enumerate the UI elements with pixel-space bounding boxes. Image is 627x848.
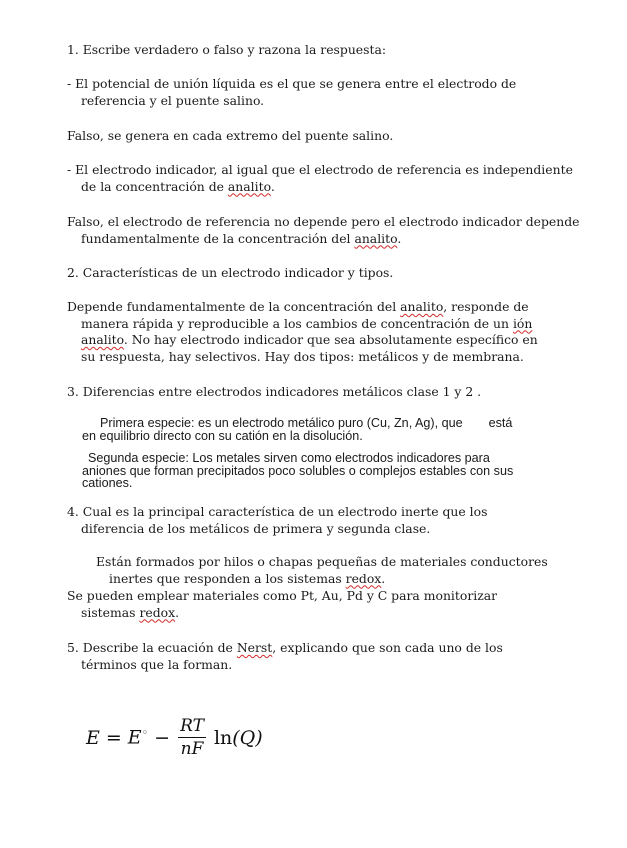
q5-title-text: 5. Describe la ecuación de bbox=[67, 640, 237, 655]
spellcheck-word[interactable]: redox bbox=[139, 604, 176, 620]
q4-answer-end: . bbox=[175, 604, 180, 620]
q1b-statement-text: - El electrodo indicador, al igual que el electrodo de referencia es independiente de la concentración de bbox=[67, 162, 573, 194]
q3-second-text: aniones que forman precipitados poco solubles o complejos estables con sus bbox=[82, 463, 514, 478]
q3-first-line-2 bbox=[82, 430, 542, 443]
q4-answer-line-2 bbox=[96, 571, 566, 588]
spellcheck-word[interactable]: analito bbox=[81, 332, 124, 348]
fraction-numerator: RT bbox=[180, 716, 204, 736]
spellcheck-word[interactable]: Nerst bbox=[236, 640, 273, 655]
question-2-answer bbox=[67, 299, 551, 365]
equation-log bbox=[214, 727, 263, 749]
spellcheck-word[interactable]: ión bbox=[512, 315, 533, 331]
equation-e0-symbol: E bbox=[127, 726, 142, 749]
q1a-answer-text: Falso, se genera en cada extremo del puente salino. bbox=[67, 128, 394, 143]
q1b-answer-end: . bbox=[397, 230, 402, 246]
equation-fraction bbox=[178, 716, 206, 759]
nernst-equation bbox=[86, 716, 263, 759]
question-1-title bbox=[67, 42, 567, 59]
question-2-title bbox=[67, 265, 567, 282]
question-3-title bbox=[67, 384, 567, 401]
question-4-answer-extra bbox=[67, 588, 521, 621]
q2-answer-text: Depende fundamentalmente de la concentración del bbox=[67, 299, 401, 314]
q4-answer-text: Están formados por hilos o chapas pequeñas de materiales conductores bbox=[96, 554, 548, 569]
equation-e0 bbox=[128, 726, 148, 748]
q4-answer-end: . bbox=[381, 570, 386, 586]
q2-title-text: 2. Características de un electrodo indicador y tipos. bbox=[67, 265, 394, 280]
q3-second-text: cationes. bbox=[82, 476, 133, 491]
question-3-answer-first bbox=[82, 417, 542, 442]
q1b-answer-text: Falso, el electrodo de referencia no depende pero el electrodo indicador depende fundamentalmente de la concentración del bbox=[67, 214, 580, 246]
spellcheck-word[interactable]: analito bbox=[400, 299, 444, 314]
q2-answer-text: , responde de manera rápida y reproducible a los cambios de concentración de un bbox=[81, 299, 529, 331]
q3-second-text: Segunda especie: Los metales sirven como electrodos indicadores para bbox=[88, 451, 490, 465]
q3-second-line-3 bbox=[82, 477, 552, 490]
question-4-title bbox=[67, 504, 531, 537]
spellcheck-word[interactable]: analito bbox=[354, 230, 398, 246]
question-1a-answer bbox=[67, 128, 567, 145]
equation-lhs: E bbox=[86, 726, 100, 749]
q4-title-text: 4. Cual es la principal característica de un electrodo inerte que los diferencia de los metálicos de primera y segunda clase. bbox=[67, 504, 488, 536]
q1a-statement-text: - El potencial de unión líquida es el que se genera entre el electrodo de referencia y el puente salino. bbox=[67, 76, 517, 108]
equation-ln: ln bbox=[213, 726, 233, 749]
equation-e0-superscript: ◦ bbox=[141, 726, 149, 740]
q3-first-text: Primera especie: es un electrodo metálico puro (Cu, Zn, Ag), que bbox=[100, 416, 463, 430]
q4-answer-text: Se pueden emplear materiales como Pt, Au, Pd y C para monitorizar sistemas bbox=[67, 588, 498, 620]
q2-answer-text: . No hay electrodo indicador que sea absolutamente específico en su respuesta, hay selectivos. Hay dos tipos: metálicos y de membrana. bbox=[81, 332, 538, 364]
question-1b-answer bbox=[67, 214, 581, 247]
question-1a-statement bbox=[67, 76, 581, 109]
equation-minus: − bbox=[154, 726, 171, 749]
question-5-title bbox=[67, 640, 521, 673]
q5-title-text: , explicando que son cada uno de los términos que la forman. bbox=[81, 640, 503, 672]
question-1b-statement bbox=[67, 162, 581, 195]
q3-first-text: en equilibrio directo con su catión en la disolución. bbox=[82, 428, 363, 443]
q1-title-text: 1. Escribe verdadero o falso y razona la respuesta: bbox=[67, 42, 387, 57]
spellcheck-word[interactable]: redox bbox=[345, 570, 382, 586]
spellcheck-word[interactable]: analito bbox=[227, 178, 271, 194]
question-4-answer bbox=[96, 554, 566, 587]
q3-title-text: 3. Diferencias entre electrodos indicadores metálicos clase 1 y 2 . bbox=[67, 384, 482, 399]
q3-second-line-2 bbox=[82, 465, 552, 478]
q1b-statement-end: . bbox=[270, 178, 275, 194]
equation-equals: = bbox=[105, 726, 122, 749]
equation-argument: (Q) bbox=[232, 726, 263, 749]
fraction-denominator: nF bbox=[180, 739, 204, 759]
q4-answer-text: inertes que responden a los sistemas bbox=[109, 570, 346, 586]
q4-answer-line-1 bbox=[96, 554, 566, 571]
q3-first-text: está bbox=[488, 416, 513, 430]
question-3-answer-second bbox=[82, 452, 552, 490]
